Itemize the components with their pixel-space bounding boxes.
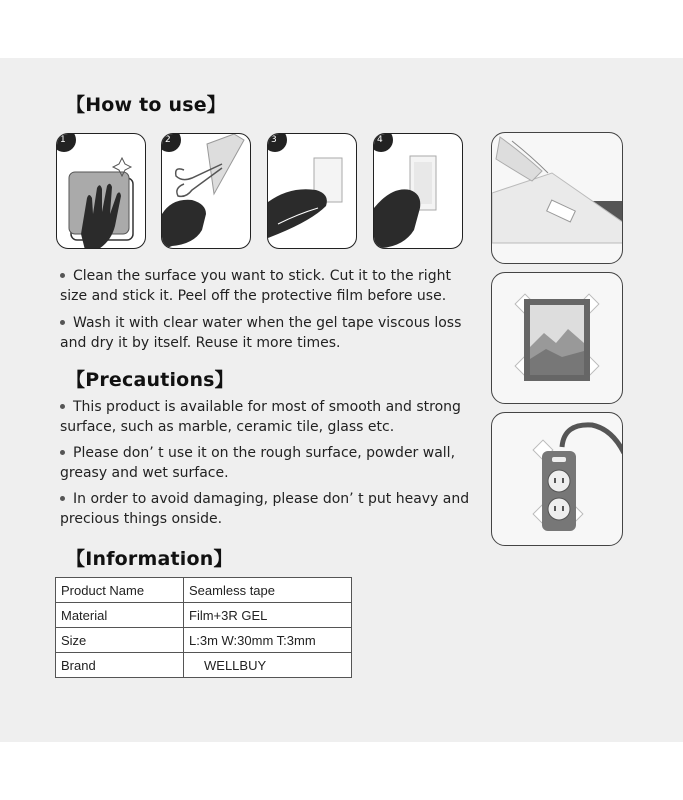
step-number: 3 <box>271 135 277 145</box>
table-value: L:3m W:30mm T:3mm <box>184 628 352 653</box>
table-value: WELLBUY <box>184 653 352 678</box>
power-strip-icon <box>492 413 623 546</box>
how-to-use-item: Wash it with clear water when the gel tape viscous loss and dry it by itself. Reuse it more times. <box>60 315 462 351</box>
phone-mount-icon <box>492 133 623 264</box>
how-to-use-item: Clean the surface you want to stick. Cut it to the right size and stick it. Peel off the protective film before use. <box>60 268 451 304</box>
heading-information: 【Information】 <box>66 548 233 570</box>
precaution-item: Please don’ t use it on the rough surface, powder wall, greasy and wet surface. <box>60 445 456 481</box>
bullet-dot <box>60 404 65 409</box>
precaution-item: In order to avoid damaging, please don’ t put heavy and precious things onside. <box>60 491 470 527</box>
picture-frame-icon <box>492 273 623 404</box>
heading-precautions: 【Precautions】 <box>66 369 234 391</box>
hand-press-icon <box>268 134 357 249</box>
table-row <box>56 578 352 603</box>
step-number: 4 <box>377 135 383 145</box>
table-key: Brand <box>56 653 184 678</box>
bullet-dot <box>60 320 65 325</box>
table-key: Product Name <box>56 578 184 603</box>
heading-how-to-use: 【How to use】 <box>66 94 226 116</box>
step-2-card <box>161 133 251 249</box>
hand-peel-icon <box>374 134 463 249</box>
information-table <box>55 577 352 678</box>
side-card-phone <box>491 132 623 264</box>
table-row <box>56 628 352 653</box>
precaution-item: This product is available for most of smooth and strong surface, such as marble, ceramic tile, glass etc. <box>60 399 461 435</box>
step-number: 2 <box>165 135 171 145</box>
bullet-dot <box>60 496 65 501</box>
step-1-card <box>56 133 146 249</box>
side-card-frame <box>491 272 623 404</box>
hand-wipe-icon <box>57 134 146 249</box>
table-key: Size <box>56 628 184 653</box>
scissors-cut-icon <box>162 134 251 249</box>
table-row <box>56 653 352 678</box>
bullet-dot <box>60 273 65 278</box>
bullet-dot <box>60 450 65 455</box>
table-value: Seamless tape <box>184 578 352 603</box>
table-value: Film+3R GEL <box>184 603 352 628</box>
step-4-card <box>373 133 463 249</box>
step-number: 1 <box>60 135 66 145</box>
side-card-power-strip <box>491 412 623 546</box>
step-3-card <box>267 133 357 249</box>
table-key: Material <box>56 603 184 628</box>
table-row <box>56 603 352 628</box>
